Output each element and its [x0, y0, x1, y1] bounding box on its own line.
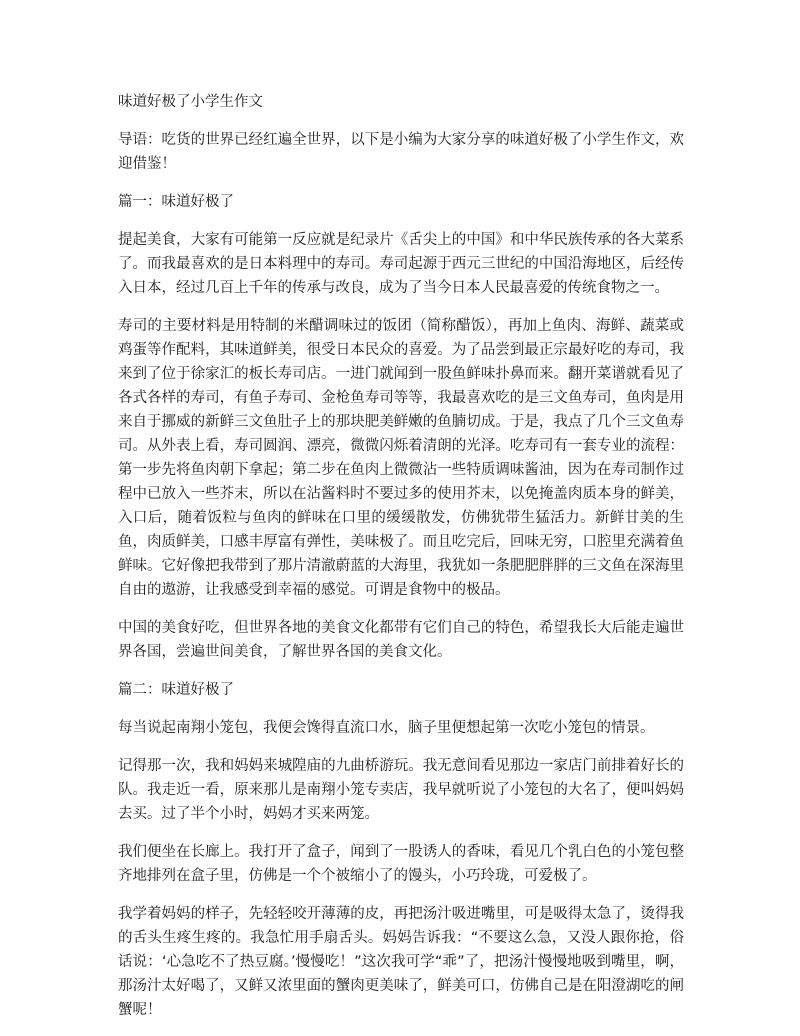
section1-heading: 篇一：味道好极了	[118, 194, 234, 210]
section2-paragraph-4: 我学着妈妈的样子，先轻轻咬开薄薄的皮，再把汤汁吸进嘴里，可是吸得太急了，烫得我的舌头生疼生疼的。我急忙用手扇舌头。妈妈告诉我：“不要这么急，又没人跟你抢，俗话说：‘心急吃不了热豆腐。’慢慢吃！”这次我可学“乖”了，把汤汁慢慢地吸到嘴里，啊，那汤汁太好喝了，又鲜又浓里面的蟹肉更美味了，鲜美可口，仿佛自己是在阳澄湖吃的闸蟹呢！	[118, 906, 684, 1018]
section2-paragraph-2: 记得那一次，我和妈妈来城隍庙的九曲桥游玩。我无意间看见那边一家店门前排着好长的队。我走近一看，原来那儿是南翔小笼专卖店，我早就听说了小笼包的大名了，便叫妈妈去买。过了半个小时，妈妈才买来两笼。	[118, 758, 684, 822]
document-title: 味道好极了小学生作文	[118, 94, 263, 110]
intro-paragraph: 导语：吃货的世界已经红遍全世界，以下是小编为大家分享的味道好极了小学生作文，欢迎借鉴！	[118, 132, 684, 172]
section2-paragraph-1: 每当说起南翔小笼包，我便会馋得直流口水，脑子里便想起第一次吃小笼包的情景。	[118, 720, 655, 736]
document-body	[118, 90, 684, 1036]
section1-paragraph-3: 中国的美食好吃，但世界各地的美食文化都带有它们自己的特色，希望我长大后能走遍世界各国，尝遍世间美食，了解世界各国的美食文化。	[118, 620, 684, 660]
section2-heading: 篇二：味道好极了	[118, 682, 234, 698]
section1-paragraph-1: 提起美食，大家有可能第一反应就是纪录片《舌尖上的中国》和中华民族传承的各大菜系了。而我最喜欢的是日本料理中的寿司。寿司起源于西元三世纪的中国沿海地区，后经传入日本，经过几百上千年的传承与改良，成为了当今日本人民最喜爱的传统食物之一。	[118, 232, 684, 296]
section2-paragraph-3: 我们便坐在长廊上。我打开了盒子，闻到了一股诱人的香味，看见几个乳白色的小笼包整齐地排列在盒子里，仿佛是一个个被缩小了的馒头，小巧玲珑，可爱极了。	[118, 844, 684, 884]
section1-paragraph-2: 寿司的主要材料是用特制的米醋调味过的饭团（简称醋饭），再加上鱼肉、海鲜、蔬菜或鸡蛋等作配料，其味道鲜美，很受日本民众的喜爱。为了品尝到最正宗最好吃的寿司，我来到了位于徐家汇的板长寿司店。一进门就闻到一股鱼鲜味扑鼻而来。翻开菜谱就看见了各式各样的寿司，有鱼子寿司、金枪鱼寿司等等，我最喜欢吃的是三文鱼寿司，鱼肉是用来自于挪威的新鲜三文鱼肚子上的那块肥美鲜嫩的鱼腩切成。于是，我点了几个三文鱼寿司。从外表上看，寿司圆润、漂亮，微微闪烁着清朗的光泽。吃寿司有一套专业的流程：第一步先将鱼肉朝下拿起；第二步在鱼肉上微微沾一些特质调味酱油，因为在寿司制作过程中已放入一些芥末，所以在沾酱料时不要过多的使用芥末，以免掩盖肉质本身的鲜美，入口后，随着饭粒与鱼肉的鲜味在口里的缓缓散发，仿佛犹带生猛活力。新鲜甘美的生鱼，肉质鲜美，口感丰厚富有弹性，美味极了。而且吃完后，回味无穷，口腔里充满着鱼鲜味。它好像把我带到了那片清澈蔚蓝的大海里，我犹如一条肥肥胖胖的三文鱼在深海里自由的遨游，让我感受到幸福的感觉。可谓是食物中的极品。	[118, 318, 684, 598]
